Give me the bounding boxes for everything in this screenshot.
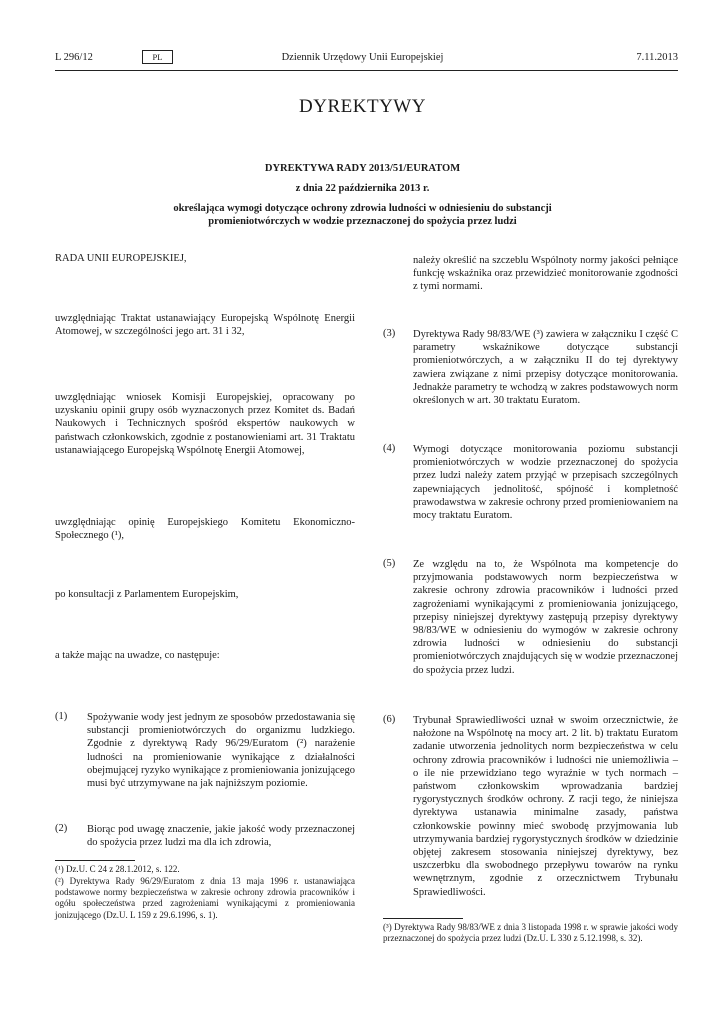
footnote-rule [383,918,463,919]
page-ref: L 296/12 [55,52,93,63]
directive-date: z dnia 22 października 2013 r. [295,183,430,194]
recital-number: (1) [55,711,68,722]
council-heading: RADA UNII EUROPEJSKIEJ, [55,253,187,264]
directive-subject-line1: określająca wymogi dotyczące ochrony zdrowia ludności w odniesieniu do substancji [173,203,552,214]
footnote: (²) Dyrektywa Rady 96/29/Euratom z dnia 13 maja 1996 r. ustanawiająca podstawowe normy bezpieczeństwa w zakresie ochrony zdrowia pracowników i ogółu społeczeństwa przed zagrożeniami wynikającymi z promieniowania jonizującego (Dz.U. L 159 z 29.6.1996, s. 1). [55,876,355,920]
recital-number: (4) [383,443,396,454]
whereas-heading: a także mając na uwadze, co następuje: [55,650,220,661]
section-title: DYREKTYWY [299,96,426,117]
citation-consultation: po konsultacji z Parlamentem Europejskim, [55,589,239,600]
directive-title: DYREKTYWA RADY 2013/51/EURATOM [264,163,461,174]
footnote: (³) Dyrektywa Rady 98/83/WE z dnia 3 listopada 1998 r. w sprawie jakości wody przeznaczonej do spożycia przez ludzi (Dz.U. L 330 z 5.12.1998, s. 32). [383,922,678,944]
recital-text: Trybunał Sprawiedliwości uznał w swoim orzecznictwie, że nałożone na Wspólnotę na mocy art. 2 lit. b) traktatu Euratom zadanie utworzenia jednolitych norm bezpieczeństwa w celu ochrony zdrowia pracowników i ludności nie uniemożliwia – o ile nie przewidziano tego wyraźnie w tych normach – państwom członkowskim wprowadzania bardziej rygorystycznych środków ochrony. Z racji tego, że niniejsza dyrektywa ustanawia minimalne zasady, państwa członkowskie powinny mieć swobodę przyjmowania lub utrzymywania bardziej rygorystycznych środków w dziedzinie objętej zakresem stosowania niniejszej dyrektywy, bez uszczerbku dla swobodnego przepływu towarów na rynku wewnętrznym, zgodnie z orzecznictwem Trybunału Sprawiedliwości. [413,715,678,898]
recital-number: (5) [383,558,396,569]
recital-text: Spożywanie wody jest jednym ze sposobów przedostawania się substancji promieniotwórczych do organizmu ludzkiego. Zgodnie z dyrektywą Rady 96/29/Euratom (²) narażenie ludności na promieniowanie wynikające z działalności obejmującej ryzyko wynikające z promieniowania jonizującego musi być utrzymywane na jak najniższym poziomie. [87,712,355,790]
publication-date: 7.11.2013 [636,52,678,63]
recital-text: Ze względu na to, że Wspólnota ma kompetencje do przyjmowania podstawowych norm bezpieczeństwa w zakresie ochrony zdrowia pracowników i ludności przed zagrożeniami wynikającymi z promieniowania jonizującego, przepisy niniejszej dyrektywy zastępują przepisy dyrektywy 98/83/WE w odniesieniu do wymogów w zakresie ochrony zdrowia ludności w odniesieniu do substancji promieniotwórczych znajdujących się w wodzie przeznaczonej do spożycia przez ludzi. [413,559,679,676]
recital-number: (2) [55,823,68,834]
recital-continuation: należy określić na szczeblu Wspólnoty normy jakości pełniące funkcję wskaźnika oraz przewidzieć monitorowanie zgodności z tymi normami. [413,255,678,293]
citation-proposal: uwzględniając wniosek Komisji Europejskiej, opracowany po uzyskaniu opinii grupy osób wyznaczonych przez Komitet ds. Badań Naukowych i Technicznych spośród ekspertów naukowych w państwach członkowskich, zgodnie z postanowieniami art. 31 Traktatu ustanawiającego Europejską Wspólnotę Energii Atomowej, [55,392,355,456]
recital-number: (3) [383,328,396,339]
citation-opinion: uwzględniając opinię Europejskiego Komitetu Ekonomiczno-Społecznego (¹), [55,517,355,542]
recital-text: Biorąc pod uwagę znaczenie, jakie jakość wody przeznaczonej do spożycia przez ludzi ma dla ich zdrowia, [87,824,355,849]
directive-subject-line2: promieniotwórczych w wodzie przeznaczonej do spożycia przez ludzi [208,216,517,227]
footnote: (¹) Dz.U. C 24 z 28.1.2012, s. 122. [55,864,180,874]
footnote-rule [55,860,135,861]
recital-text: Dyrektywa Rady 98/83/WE (³) zawiera w załączniku I część C parametry wskaźnikowe dotyczące substancji promieniotwórczych, a w załączniku II do tej dyrektywy zawiera związane z nimi przepisy dotyczące monitorowania. Jednakże parametry te wchodzą w zakres podstawowych norm określonych w art. 30 traktatu Euratom. [413,329,678,407]
header-rule [55,70,678,71]
journal-title: Dziennik Urzędowy Unii Europejskiej [281,52,444,63]
recital-text: Wymogi dotyczące monitorowania poziomu substancji promieniotwórczych w wodzie przeznaczonej do spożycia przez ludzi należy zatem przyjąć w przepisach szczególnych zapewniających jednolitość, spójność i kompletność prawodawstwa w zakresie ochrony przed promieniowaniem na mocy traktatu Euratom. [413,444,678,522]
language-badge: PL [142,50,173,64]
citation-treaty: uwzględniając Traktat ustanawiający Europejską Wspólnotę Energii Atomowej, w szczególności jego art. 31 i 32, [55,313,355,338]
recital-number: (6) [383,714,396,725]
